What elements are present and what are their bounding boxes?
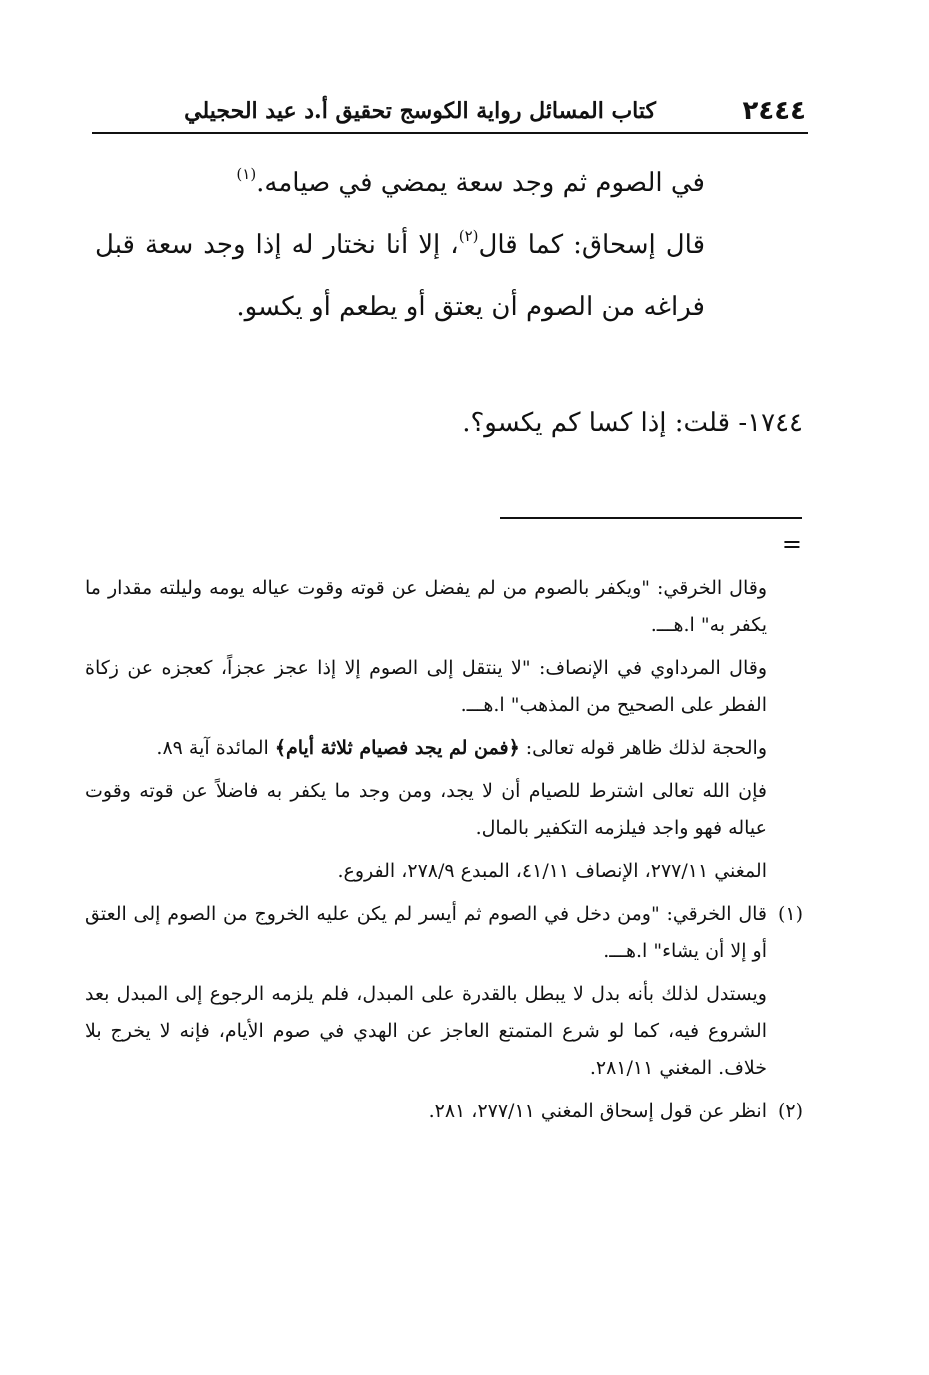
footnote-hujja xyxy=(85,730,767,767)
page-number: ٢٤٤٤ xyxy=(742,96,806,126)
footnote-separator xyxy=(500,517,802,519)
main-paragraph-2-part-a: قال إسحاق: كما قال xyxy=(478,230,705,260)
main-paragraph-2-part-b: ، إلا أنا نختار له إذا وجد سعة قبل xyxy=(95,230,459,260)
footnote-1 xyxy=(85,896,803,970)
footnote-references: المغني ٢٧٧/١١، الإنصاف ٤١/١١، المبدع ٢٧٨/٩، الفروع. xyxy=(337,860,767,882)
footnote-2-number: (٢) xyxy=(777,1100,803,1122)
main-paragraph-2-line-2: فراغه من الصوم أن يعتق أو يطعم أو يكسو. xyxy=(236,292,705,322)
page-header xyxy=(92,92,808,134)
footnote-1-continuation: ويستدل لذلك بأنه بدل لا يبطل بالقدرة على المبدل، فلم يلزمه الرجوع إلى المبدل بعد الشروع فيه، كما لو شرع المتمتع العاجز عن الهدي في صوم الأيام، فإنه لا يخرج بلا خلاف. المغني ٢٨١/١١. xyxy=(85,983,767,1079)
footnote-ref-2: (٢) xyxy=(458,227,479,245)
quran-verse: ﴿فمن لم يجد فصيام ثلاثة أيام﴾ xyxy=(274,737,520,759)
hujja-prefix: والحجة لذلك ظاهر قوله تعالى: xyxy=(519,737,767,759)
main-paragraph-2-line-1 xyxy=(95,223,705,267)
main-paragraph-1 xyxy=(95,163,705,203)
footnote-1-number: (١) xyxy=(777,903,803,925)
hujja-suffix: المائدة آية ٨٩. xyxy=(156,737,275,759)
footnote-2-text: انظر عن قول إسحاق المغني ٢٧٧/١١، ٢٨١. xyxy=(428,1100,767,1122)
footnote-1-text: قال الخرقي: "ومن دخل في الصوم ثم أيسر لم يكن عليه الخروج من الصوم إلى العتق أو إلا أن يشاء" ا.هـــ. xyxy=(85,903,767,962)
main-paragraph-2 xyxy=(95,223,705,329)
footnotes xyxy=(85,570,803,1136)
footnote-ref-1: (١) xyxy=(236,165,257,183)
footnote-paragraph: فإن الله تعالى اشترط للصيام أن لا يجد، ومن وجد ما يكفر به فاضلاً عن قوته وقوت عياله فهو واجد فيلزمه التكفير بالمال. xyxy=(85,780,767,839)
main-paragraph-1-text: في الصوم ثم وجد سعة يمضي في صيامه. xyxy=(256,168,705,198)
footnote-paragraph: وقال الخرقي: "ويكفر بالصوم من لم يفضل عن قوته وقوت عياله يومه وليلته مقدار ما يكفر به" ا.هـــ. xyxy=(85,577,767,636)
running-title: كتاب المسائل رواية الكوسج تحقيق أ.د عيد الحجيلي xyxy=(184,98,656,124)
main-text xyxy=(95,163,705,329)
continued-mark: = xyxy=(781,530,802,558)
footnote-paragraph: وقال المرداوي في الإنصاف: "لا ينتقل إلى الصوم إلا إذا عجز عجزاً، كعجزه عن زكاة الفطر على الصحيح من المذهب" ا.هـــ. xyxy=(85,657,767,716)
footnote-2 xyxy=(85,1093,803,1130)
question-1744: ١٧٤٤- قلت: إذا كسا كم يكسو؟. xyxy=(462,408,803,438)
